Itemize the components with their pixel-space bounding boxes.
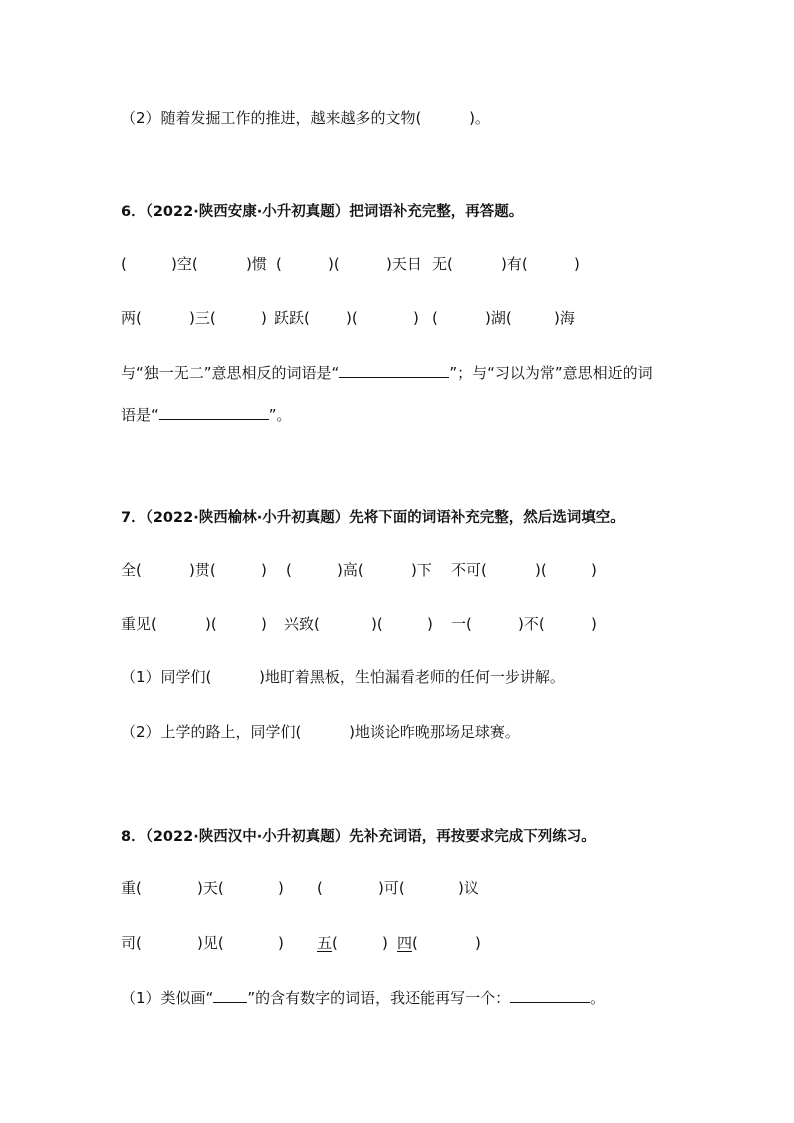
q7-row2-seg: ) — [427, 615, 433, 633]
q7-row2-seg: )( — [371, 615, 383, 633]
q6-row2-seg: )湖( — [485, 309, 512, 327]
q8-title: 8．（2022·陕西汉中·小升初真题）先补充词语，再按要求完成下列练习。 — [121, 829, 596, 845]
q7-row2-seg: 兴致( — [284, 615, 320, 633]
q7-row1-seg: )贯( — [189, 561, 216, 579]
q6-line3 — [121, 362, 653, 383]
q8-sub1 — [121, 987, 605, 1008]
q6-line4-text-b: ”。 — [268, 406, 292, 424]
q6-line4-text-a: 语是“ — [121, 406, 159, 424]
q6-row2-seg: )三( — [189, 309, 216, 327]
q7-row2-seg: 一( — [451, 615, 472, 633]
q8-row1-seg: )议 — [458, 879, 479, 897]
q6-title: 6．（2022·陕西安康·小升初真题）把词语补充完整，再答题。 — [121, 204, 524, 220]
q5-sub2: （2）随着发掘工作的推进，越来越多的文物( )。 — [121, 109, 490, 127]
q6-line3-text-b: ”；与“习以为常”意思相近的词 — [449, 364, 653, 382]
q7-row1-seg: ) — [591, 561, 597, 579]
q8-row1-seg: ) — [278, 879, 284, 897]
q8-sub1-text-c: 。 — [590, 989, 606, 1007]
q7-row2-seg: ) — [261, 615, 267, 633]
q7-title: 7．（2022·陕西榆林·小升初真题）先将下面的词语补充完整，然后选词填空。 — [121, 510, 625, 526]
q7-row1-seg: )( — [535, 561, 547, 579]
q8-row2-seg: ( — [412, 934, 418, 952]
q8-row1-seg: )天( — [197, 879, 224, 897]
q6-row1-seg: )有( — [501, 255, 528, 273]
q8-underlined-char: 五 — [317, 934, 333, 952]
q6-row2-seg: ) — [261, 309, 267, 327]
q8-row2-seg: ( — [332, 934, 338, 952]
q6-row1-seg: ( — [276, 255, 282, 273]
q7-row1-seg: )下 — [411, 561, 432, 579]
q8-row2-seg: )见( — [197, 934, 224, 952]
q6-row2-seg: ) — [413, 309, 419, 327]
q6-answer-blank-2[interactable] — [159, 404, 269, 420]
q8-sub1-text-b: ”的含有数字的词语，我还能再写一个： — [247, 989, 511, 1007]
q8-answer-blank-2[interactable] — [510, 987, 590, 1003]
q8-row2-seg: ) — [382, 934, 388, 952]
q7-row2-seg: ) — [591, 615, 597, 633]
q6-row1-seg: ) — [574, 255, 580, 273]
q7-row2-seg: 重见( — [121, 615, 157, 633]
q6-row1-seg: 无( — [432, 255, 453, 273]
q8-row1-seg: 重( — [121, 879, 142, 897]
q8-answer-blank-1[interactable] — [213, 987, 247, 1003]
q8-row2-seg: 司( — [121, 934, 142, 952]
q6-line3-text-a: 与“独一无二”意思相反的词语是“ — [121, 364, 340, 382]
q6-row2-seg: ( — [432, 309, 438, 327]
q7-sub1: （1）同学们( )地盯着黑板，生怕漏看老师的任何一步讲解。 — [121, 668, 565, 686]
q6-row1-seg: )空( — [171, 255, 198, 273]
q7-sub2: （2）上学的路上，同学们( )地谈论昨晚那场足球赛。 — [121, 723, 520, 741]
q7-row1-seg: 全( — [121, 561, 142, 579]
q7-row2-seg: )不( — [518, 615, 545, 633]
q8-row1-seg: )可( — [378, 879, 405, 897]
q6-answer-blank-1[interactable] — [339, 362, 449, 378]
q6-row1-seg: ( — [121, 255, 127, 273]
q7-row1-seg: ( — [286, 561, 292, 579]
q7-row2-seg: )( — [205, 615, 217, 633]
q8-row2-seg: ) — [475, 934, 481, 952]
q6-row2-seg: )海 — [554, 309, 575, 327]
q7-row1-seg: )高( — [337, 561, 364, 579]
q6-row1-seg: )( — [328, 255, 340, 273]
q8-underlined-char: 四 — [397, 934, 413, 952]
q6-row2-seg: 跃跃( — [274, 309, 310, 327]
q6-row1-seg: )天日 — [386, 255, 422, 273]
q6-row2-seg: 两( — [121, 309, 142, 327]
q8-row1-seg: ( — [317, 879, 323, 897]
q7-row1-seg: ) — [261, 561, 267, 579]
q6-row2-seg: )( — [346, 309, 358, 327]
q8-row2-seg: ) — [278, 934, 284, 952]
q6-line4 — [121, 404, 292, 425]
q8-sub1-text-a: （1）类似画“ — [121, 989, 214, 1007]
q7-row1-seg: 不可( — [451, 561, 487, 579]
q6-row1-seg: )惯 — [246, 255, 267, 273]
